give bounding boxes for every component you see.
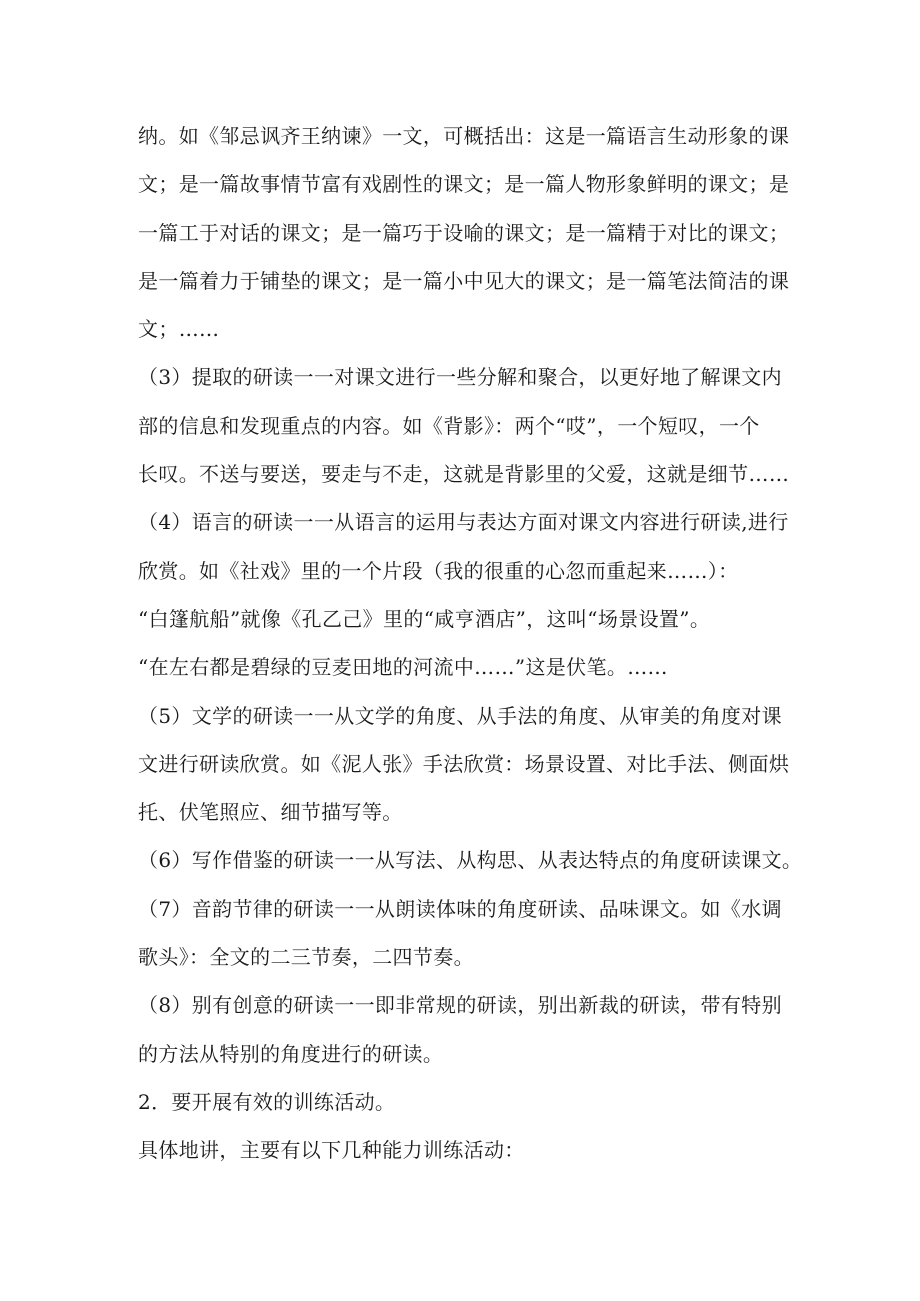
section-heading-2 [138,1078,798,1126]
document-body [138,112,803,1175]
text-line: （5）文学的研读一一从文学的角度、从手法的角度、从审美的角度对课 [138,703,782,728]
text-line: “白篷航船”就像《孔乙己》里的“咸亨酒店”，这叫“场景设置”。 [138,606,711,631]
text-line: （8）别有创意的研读一一即非常规的研读，别出新裁的研读，带有特别 [138,993,782,1018]
paragraph-intro-training [138,1126,798,1174]
paragraph-item-8 [138,981,798,1078]
text-line: （4）语言的研读一一从语言的运用与表达方面对课文内容进行研读,进行 [138,510,789,535]
paragraph-summary-example [138,112,798,353]
text-line: （6）写作借鉴的研读一一从写法、从构思、从表达特点的角度研读课文。 [138,848,803,873]
text-line: 歌头》：全文的二三节奏，二四节奏。 [138,945,474,970]
paragraph-item-5 [138,692,798,837]
text-line: 部的信息和发现重点的内容。如《背影》：两个“哎”，一个短叹，一个 [138,413,760,438]
text-line: （3）提取的研读一一对课文进行一些分解和聚合，以更好地了解课文内 [138,365,782,390]
text-line: 长叹。不送与要送，要走与不走，这就是背影里的父爱，这就是细节…… [138,462,790,487]
text-line: 的方法从特别的角度进行的研读。 [138,1041,444,1066]
paragraph-item-7 [138,885,798,982]
text-line: 文；…… [138,317,220,342]
paragraph-item-4 [138,498,798,691]
text-line: 2．要开展有效的训练活动。 [138,1089,396,1114]
text-line: 纳。如《邹忌讽齐王纳谏》一文，可概括出：这是一篇语言生动形象的课 [138,124,790,148]
text-line: 一篇工于对话的课文；是一篇巧于设喻的课文；是一篇精于对比的课文； [138,220,790,245]
text-line: 托、伏笔照应、细节描写等。 [138,800,403,825]
paragraph-item-3 [138,353,798,498]
text-line: （7）音韵节律的研读一一从朗读体味的角度研读、品味课文。如《水调 [138,896,782,921]
text-line: 文；是一篇故事情节富有戏剧性的课文；是一篇人物形象鲜明的课文；是 [138,172,790,197]
text-line: 文进行研读欣赏。如《泥人张》手法欣赏：场景设置、对比手法、侧面烘 [138,751,790,776]
text-line: “在左右都是碧绿的豆麦田地的河流中……”这是伏笔。…… [138,655,668,680]
paragraph-item-6 [138,836,803,884]
text-line: 是一篇着力于铺垫的课文；是一篇小中见大的课文；是一篇笔法简洁的课 [138,268,790,293]
text-line: 具体地讲，主要有以下几种能力训练活动： [138,1138,525,1163]
text-line: 欣赏。如《社戏》里的一个片段（我的很重的心忽而重起来……）： [138,558,739,583]
